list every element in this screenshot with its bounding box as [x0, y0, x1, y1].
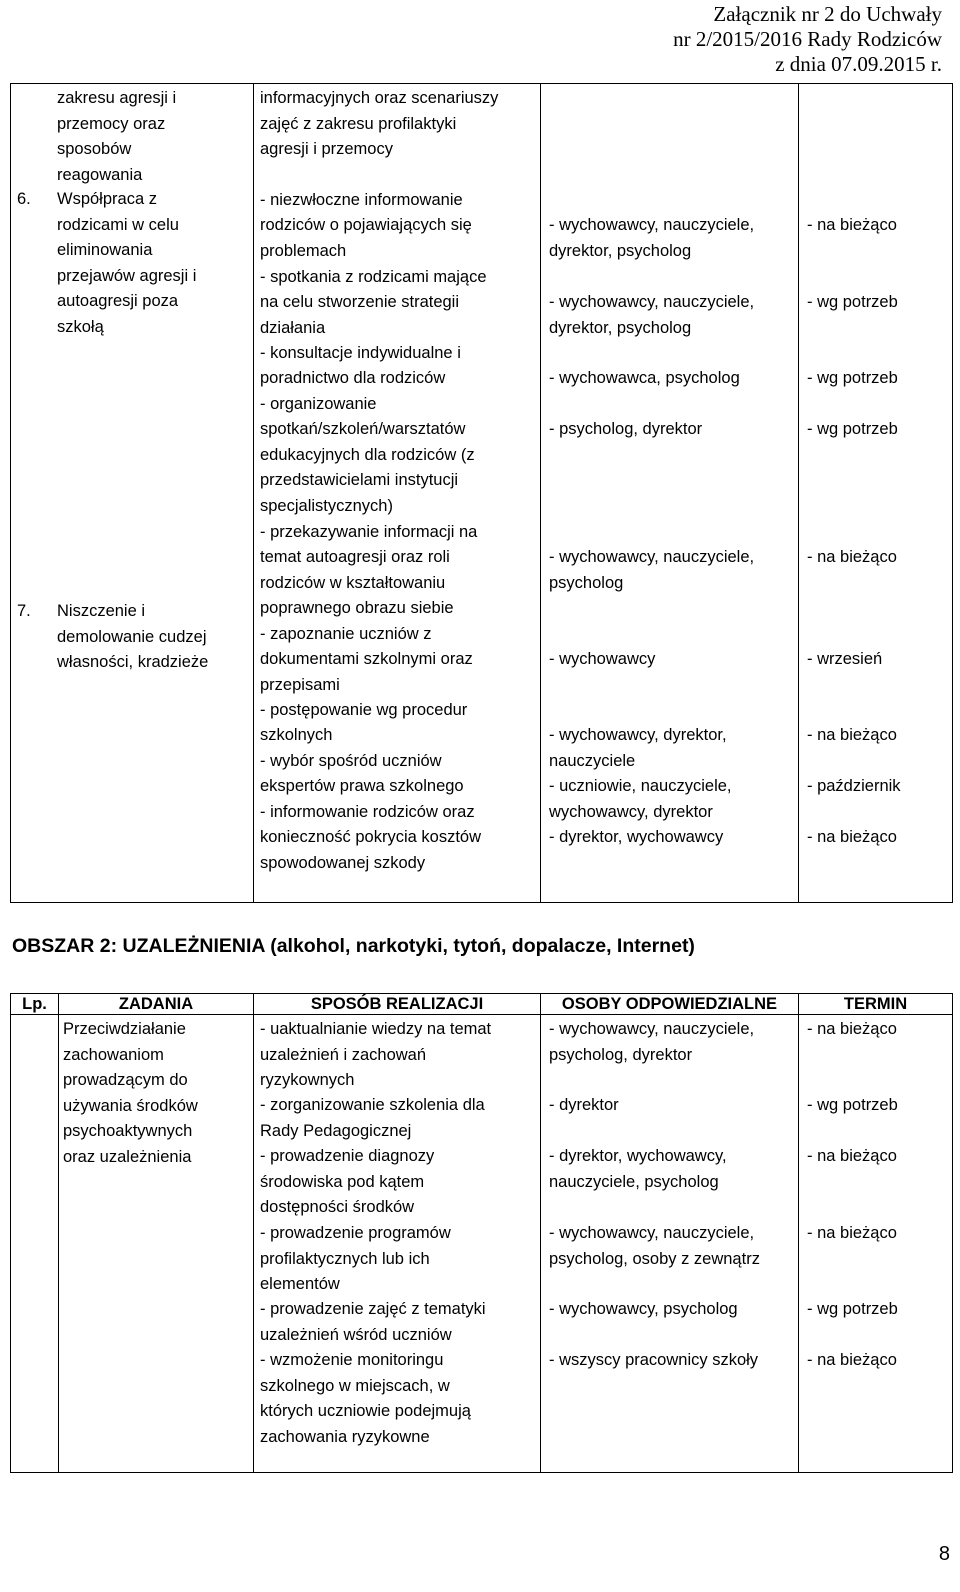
method-item: - zorganizowanie szkolenia dla Rady Pedagogicznej [260, 1096, 485, 1140]
header-line-3: z dnia 07.09.2015 r. [775, 52, 942, 76]
responsible-item: - dyrektor, wychowawcy [549, 828, 724, 846]
responsible-item: - wszyscy pracownicy szkoły [549, 1351, 759, 1369]
method-item: - przekazywanie informacji na temat autoagresji oraz roli rodziców w kształtowaniu poprawnego obrazu siebie [260, 522, 478, 617]
method-item: - prowadzenie programów profilaktycznych lub ich elementów [260, 1224, 451, 1293]
term-item: - wrzesień [807, 650, 883, 668]
method-item: - niezwłoczne informowanie rodziców o pojawiających się problemach [260, 190, 472, 260]
term-item: - wg potrzeb [807, 369, 898, 387]
responsible-item: - wychowawcy [549, 650, 656, 668]
responsible-cell [541, 84, 799, 903]
term-item: - na bieżąco [807, 1351, 897, 1369]
responsible-item: - wychowawcy, nauczyciele, psycholog, osoby z zewnątrz [549, 1224, 760, 1268]
table-area2 [10, 993, 953, 1473]
header-line-2: nr 2/2015/2016 Rady Rodziców [673, 27, 942, 51]
term-item: - na bieżąco [807, 828, 897, 846]
term-item: - na bieżąco [807, 1147, 897, 1165]
table-row [11, 1015, 953, 1473]
col-header-responsible: OSOBY ODPOWIEDZIALNE [541, 994, 799, 1015]
responsible-item: - wychowawcy, nauczyciele, dyrektor, psycholog [549, 293, 755, 337]
method-item: - uaktualnianie wiedzy na temat uzależnień i zachowań ryzykownych [260, 1020, 492, 1089]
method-item: - zapoznanie uczniów z dokumentami szkolnymi oraz przepisami [260, 624, 473, 694]
method-item: - organizowanie spotkań/szkoleń/warsztatów edukacyjnych dla rodziców (z przedstawicielami instytucji specjalistycznych) [260, 394, 475, 515]
table-area1-continuation [10, 83, 953, 903]
task-row-6: 6. Współpraca z rodzicami w celu eliminowania przejawów agresji i autoagresji poza szkołą [17, 190, 197, 336]
responsible-item: - wychowawca, psycholog [549, 369, 740, 387]
method-cell: informacyjnych oraz scenariuszy zajęć z zakresu profilaktyki agresji i przemocy - niezwłoczne informowanie rodziców o pojawiających się problemach - spotkania z rodzicami mające na celu stworzenie strategii działania - konsultacje indywidualne i poradnictwo dla rodziców - organizowanie spotkań/szkoleń/warsztatów edukacyjnych dla rodziców (z przedstawicielami instytucji specjalistycznych) - przekazywanie informacji na temat autoagresji oraz roli rodziców w kształtowaniu poprawnego obrazu siebie - zapoznanie uczniów z dokumentami szkolnymi oraz przepisami - postępowanie wg procedur szkolnych - wybór spośród uczniów ekspertów prawa szkolnego - informowanie rodziców oraz konieczność pokrycia kosztów spowodowanej szkody [254, 84, 541, 903]
task-cell: Przeciwdziałanie zachowaniom prowadzącym do używania środków psychoaktywnych oraz uzależnienia [59, 1015, 254, 1473]
term-item: - na bieżąco [807, 1020, 897, 1038]
term-item: - na bieżąco [807, 1224, 897, 1242]
term-item: - październik [807, 777, 901, 795]
lp-cell [11, 1015, 59, 1473]
term-cell [799, 84, 953, 903]
responsible-item: - wychowawcy, dyrektor, nauczyciele [549, 726, 727, 770]
term-item: - na bieżąco [807, 216, 897, 234]
term-item: - wg potrzeb [807, 293, 898, 311]
responsible-item: - wychowawcy, nauczyciele, psycholog [549, 548, 755, 592]
col-header-method: SPOSÓB REALIZACJI [254, 994, 541, 1015]
term-item: - na bieżąco [807, 726, 897, 744]
responsible-cell [541, 1015, 799, 1473]
responsible-item: - wychowawcy, nauczyciele, psycholog, dyrektor [549, 1020, 755, 1064]
term-item: - wg potrzeb [807, 1300, 898, 1318]
table-header-row [11, 994, 953, 1015]
method-cell [254, 1015, 541, 1473]
attachment-header [673, 2, 942, 77]
method-item: - informowanie rodziców oraz konieczność pokrycia kosztów spowodowanej szkody [260, 802, 482, 872]
method-item: - prowadzenie diagnozy środowiska pod kątem dostępności środków [260, 1147, 435, 1216]
section-title: OBSZAR 2: UZALEŻNIENIA (alkohol, narkotyki, tytoń, dopalacze, Internet) [12, 935, 695, 957]
col-header-term: TERMIN [799, 994, 953, 1015]
task-row-7: 7. Niszczenie i demolowanie cudzej własności, kradzieże [17, 602, 209, 671]
responsible-item: - uczniowie, nauczyciele, wychowawcy, dyrektor [549, 777, 732, 821]
task-cell [11, 84, 254, 903]
method-item: - spotkania z rodzicami mające na celu stworzenie strategii działania [260, 267, 487, 337]
method-item: - prowadzenie zajęć z tematyki uzależnień wśród uczniów [260, 1300, 486, 1344]
page-number: 8 [938, 1543, 950, 1565]
term-item: - wg potrzeb [807, 420, 898, 438]
method-item: - wybór spośród uczniów ekspertów prawa szkolnego [260, 751, 464, 795]
responsible-item: - psycholog, dyrektor [549, 420, 703, 438]
responsible-item: - dyrektor [549, 1096, 619, 1114]
responsible-item: - dyrektor, wychowawcy, nauczyciele, psycholog [549, 1147, 727, 1191]
col-header-tasks: ZADANIA [59, 994, 254, 1015]
responsible-item: - wychowawcy, nauczyciele, dyrektor, psycholog [549, 216, 755, 260]
table-row [11, 84, 953, 903]
term-item: - na bieżąco [807, 548, 897, 566]
term-cell [799, 1015, 953, 1473]
method-item: - konsultacje indywidualne i poradnictwo dla rodziców [260, 343, 461, 387]
task-text: zakresu agresji i przemocy oraz sposobów reagowania [57, 89, 177, 184]
method-item: - wzmożenie monitoringu szkolnego w miejscach, w których uczniowie podejmują zachowania ryzykowne [260, 1351, 471, 1446]
method-item: - postępowanie wg procedur szkolnych [260, 700, 468, 744]
responsible-item: - wychowawcy, psycholog [549, 1300, 738, 1318]
header-line-1: Załącznik nr 2 do Uchwały [713, 2, 942, 26]
term-item: - wg potrzeb [807, 1096, 898, 1114]
col-header-lp: Lp. [11, 994, 59, 1015]
